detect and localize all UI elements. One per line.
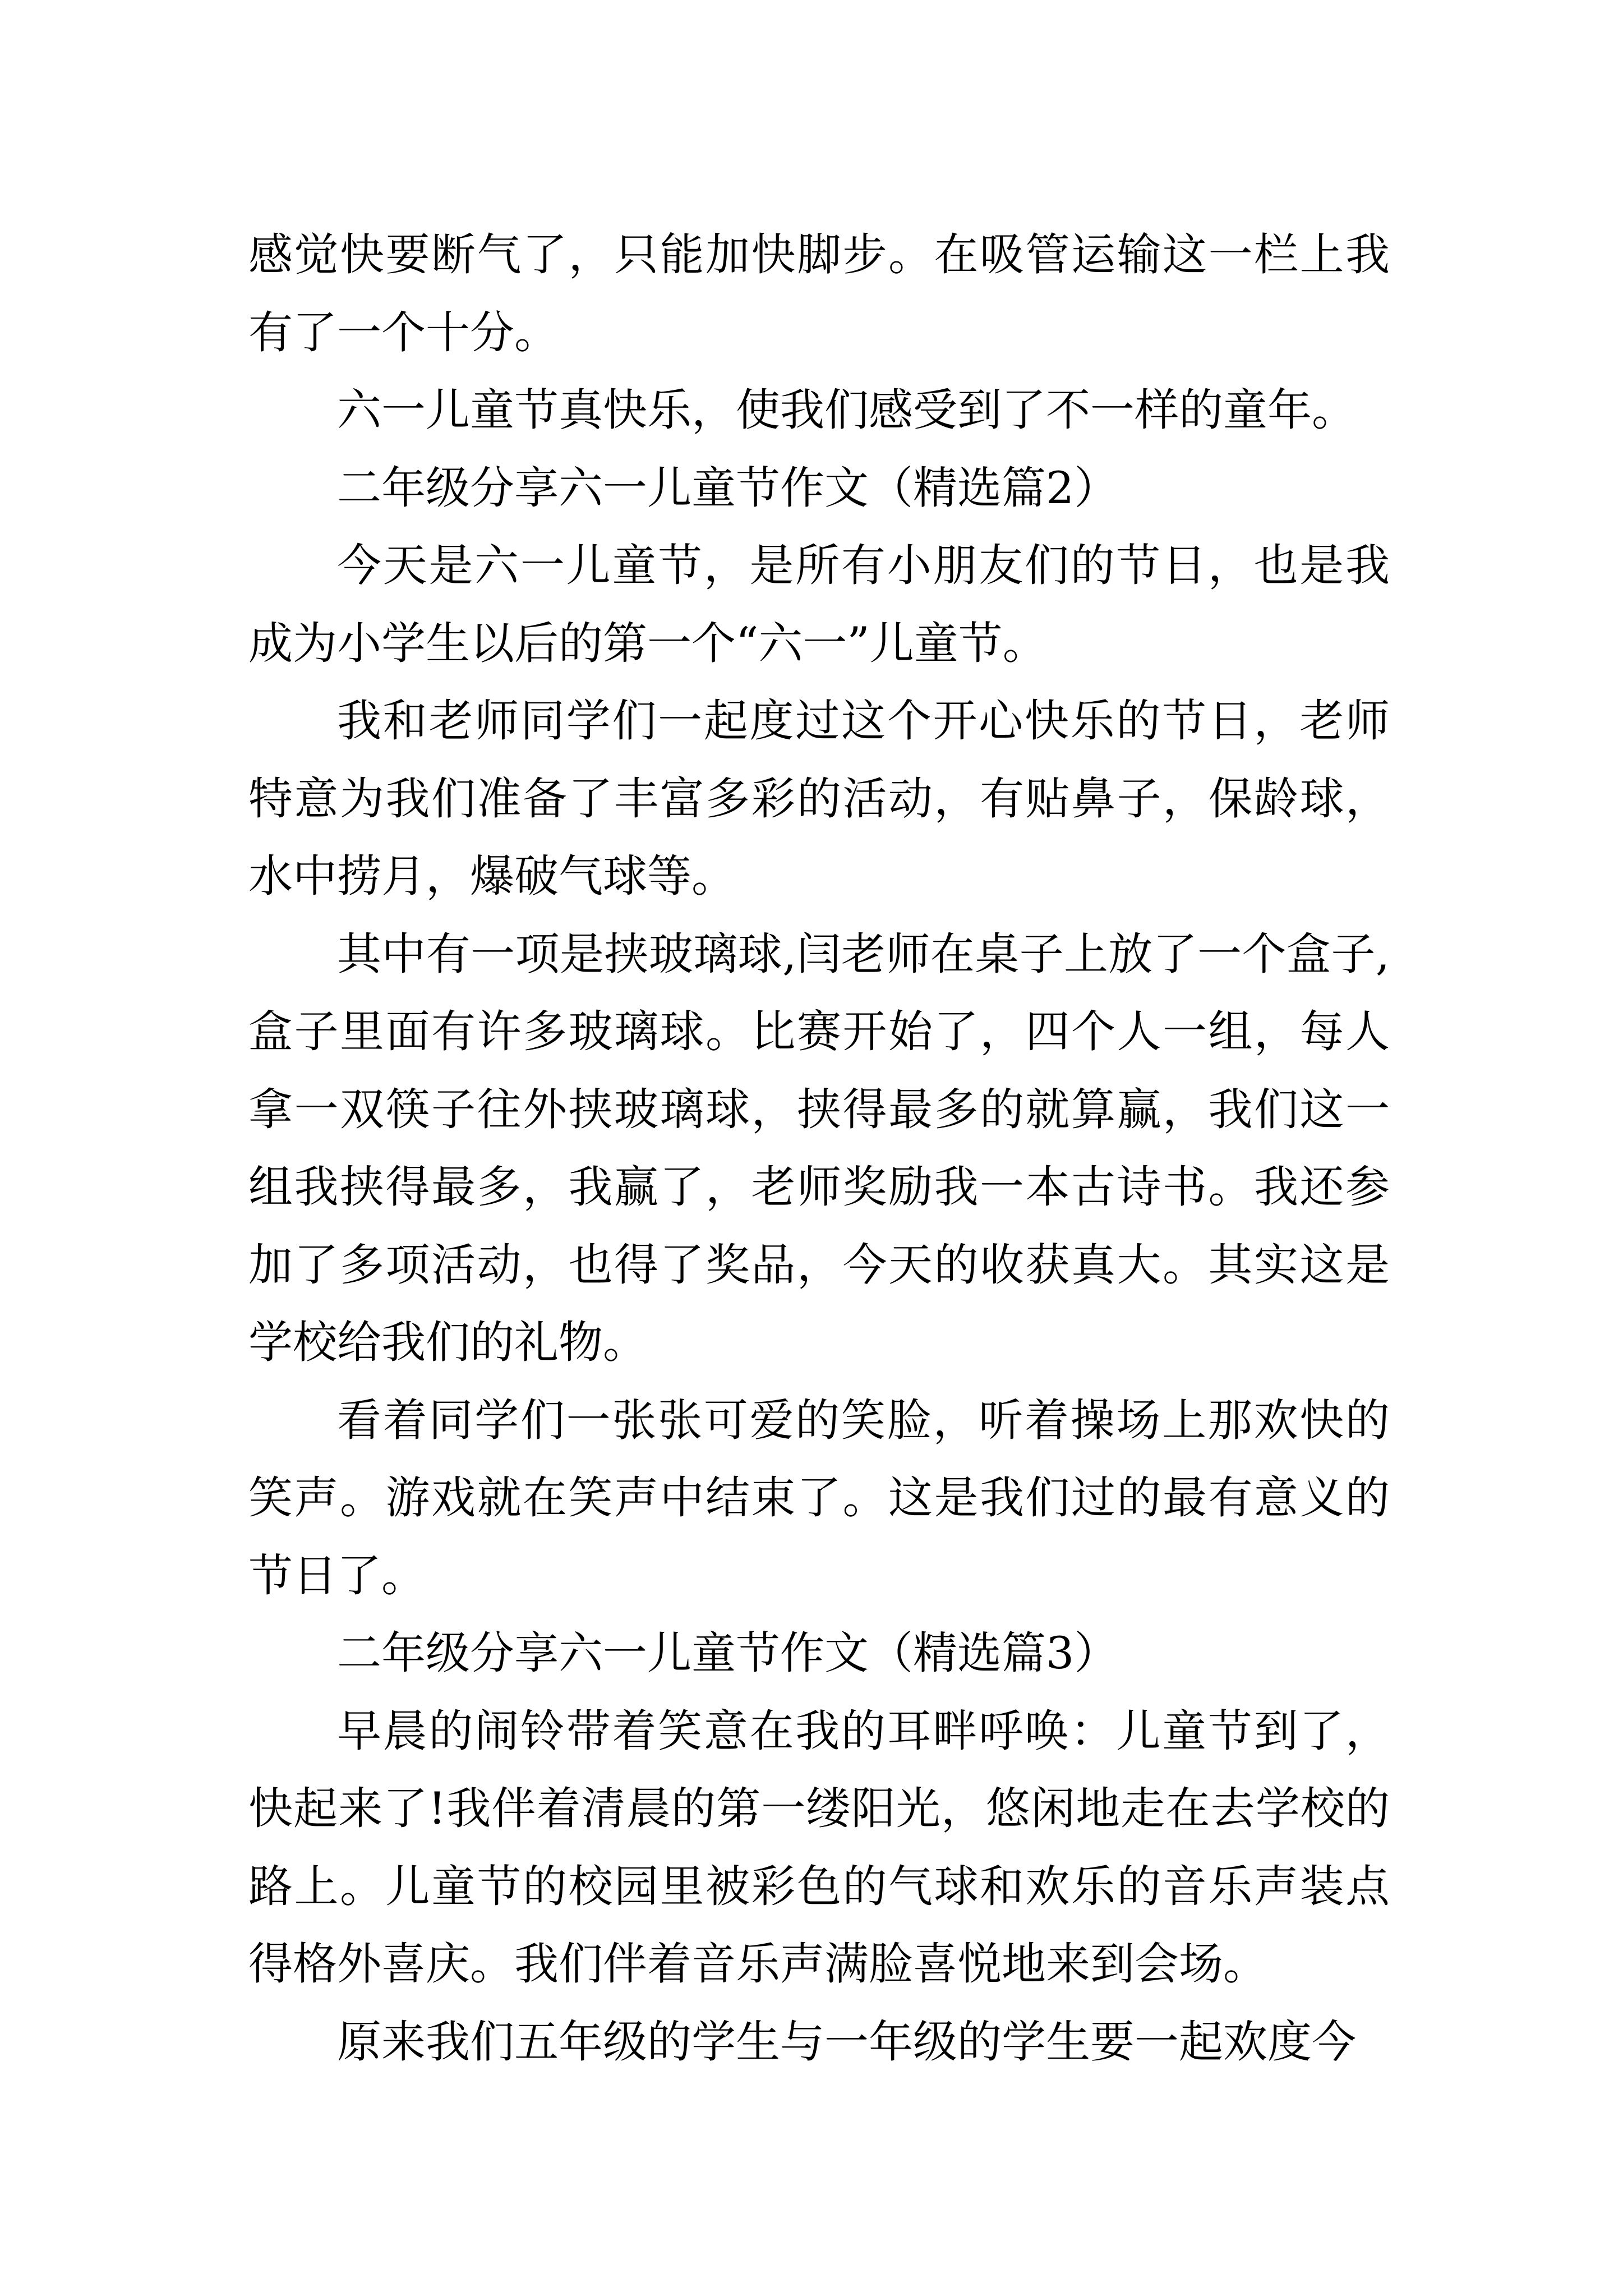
document-page bbox=[248, 216, 1390, 2081]
paragraph-6: 看着同学们一张张可爱的笑脸，听着操场上那欢快的笑声。游戏就在笑声中结束了。这是我们过的最有意义的节日了。 bbox=[248, 1394, 1390, 1602]
paragraph-4: 我和老师同学们一起度过这个开心快乐的节日，老师特意为我们准备了丰富多彩的活动，有贴鼻子，保龄球，水中捞月，爆破气球等。 bbox=[248, 695, 1390, 902]
section-heading-2: 二年级分享六一儿童节作文（精选篇2） bbox=[337, 462, 1119, 514]
paragraph-2: 六一儿童节真快乐，使我们感受到了不一样的童年。 bbox=[337, 384, 1356, 436]
section-heading-3: 二年级分享六一儿童节作文（精选篇3） bbox=[337, 1627, 1119, 1679]
paragraph-1: 感觉快要断气了，只能加快脚步。在吸管运输这一栏上我有了一个十分。 bbox=[248, 229, 1390, 358]
paragraph-8: 原来我们五年级的学生与一年级的学生要一起欢度今 bbox=[337, 2016, 1356, 2068]
paragraph-7: 早晨的闹铃带着笑意在我的耳畔呼唤：儿童节到了，快起来了!我伴着清晨的第一缕阳光，悠闲地走在去学校的路上。儿童节的校园里被彩色的气球和欢乐的音乐声装点得格外喜庆。我们伴着音乐声满脸喜悦地来到会场。 bbox=[248, 1705, 1390, 1990]
paragraph-3: 今天是六一儿童节，是所有小朋友们的节日，也是我成为小学生以后的第一个“六一”儿童节。 bbox=[248, 540, 1390, 669]
paragraph-5: 其中有一项是挟玻璃球,闫老师在桌子上放了一个盒子,盒子里面有许多玻璃球。比赛开始了，四个人一组，每人拿一双筷子往外挟玻璃球，挟得最多的就算赢，我们这一组我挟得最多，我赢了，老师奖励我一本古诗书。我还参加了多项活动，也得了奖品，今天的收获真大。其实这是学校给我们的礼物。 bbox=[248, 928, 1390, 1368]
